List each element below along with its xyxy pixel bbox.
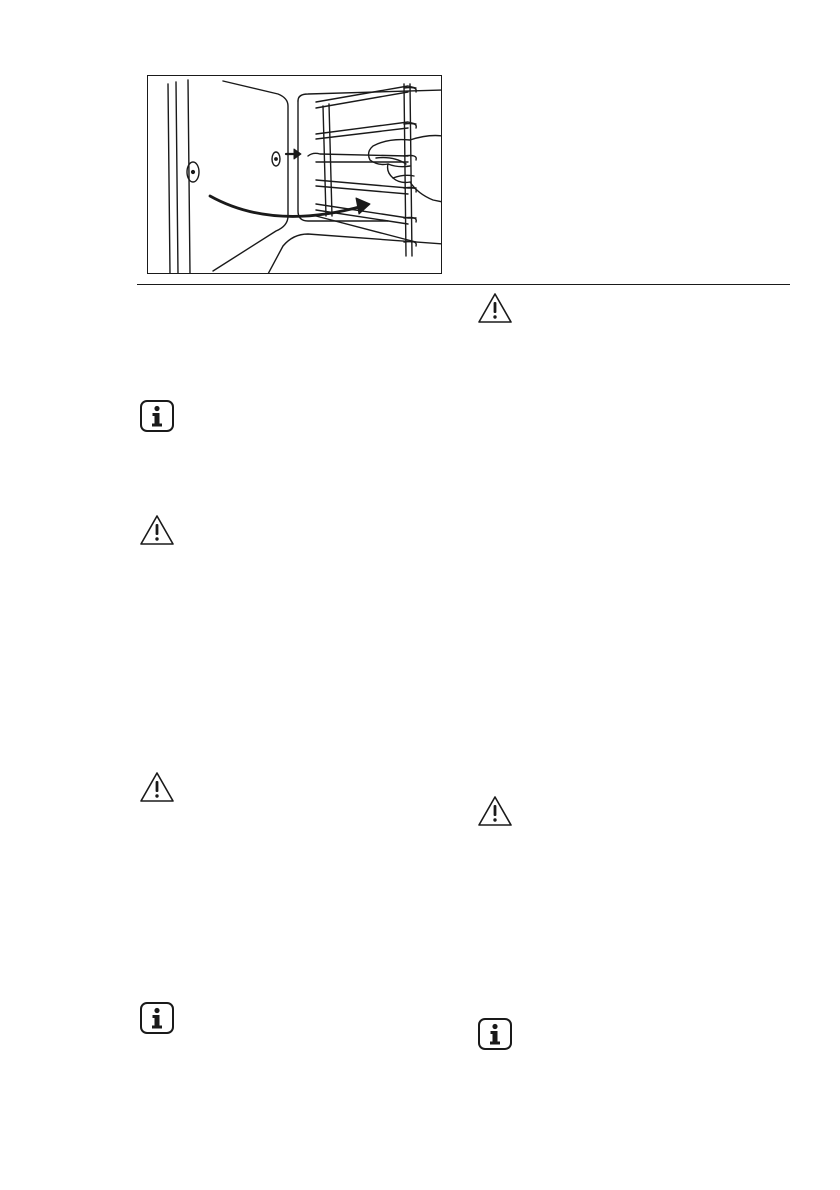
warning-icon: [477, 794, 513, 828]
oven-shelf-support-figure: [147, 75, 442, 274]
info-icon: [477, 1017, 513, 1051]
warning-icon: [477, 291, 513, 325]
warning-icon: [139, 770, 175, 804]
info-icon: [139, 399, 175, 433]
info-icon: [139, 1001, 175, 1035]
warning-icon: [139, 513, 175, 547]
section-divider: [137, 284, 790, 285]
